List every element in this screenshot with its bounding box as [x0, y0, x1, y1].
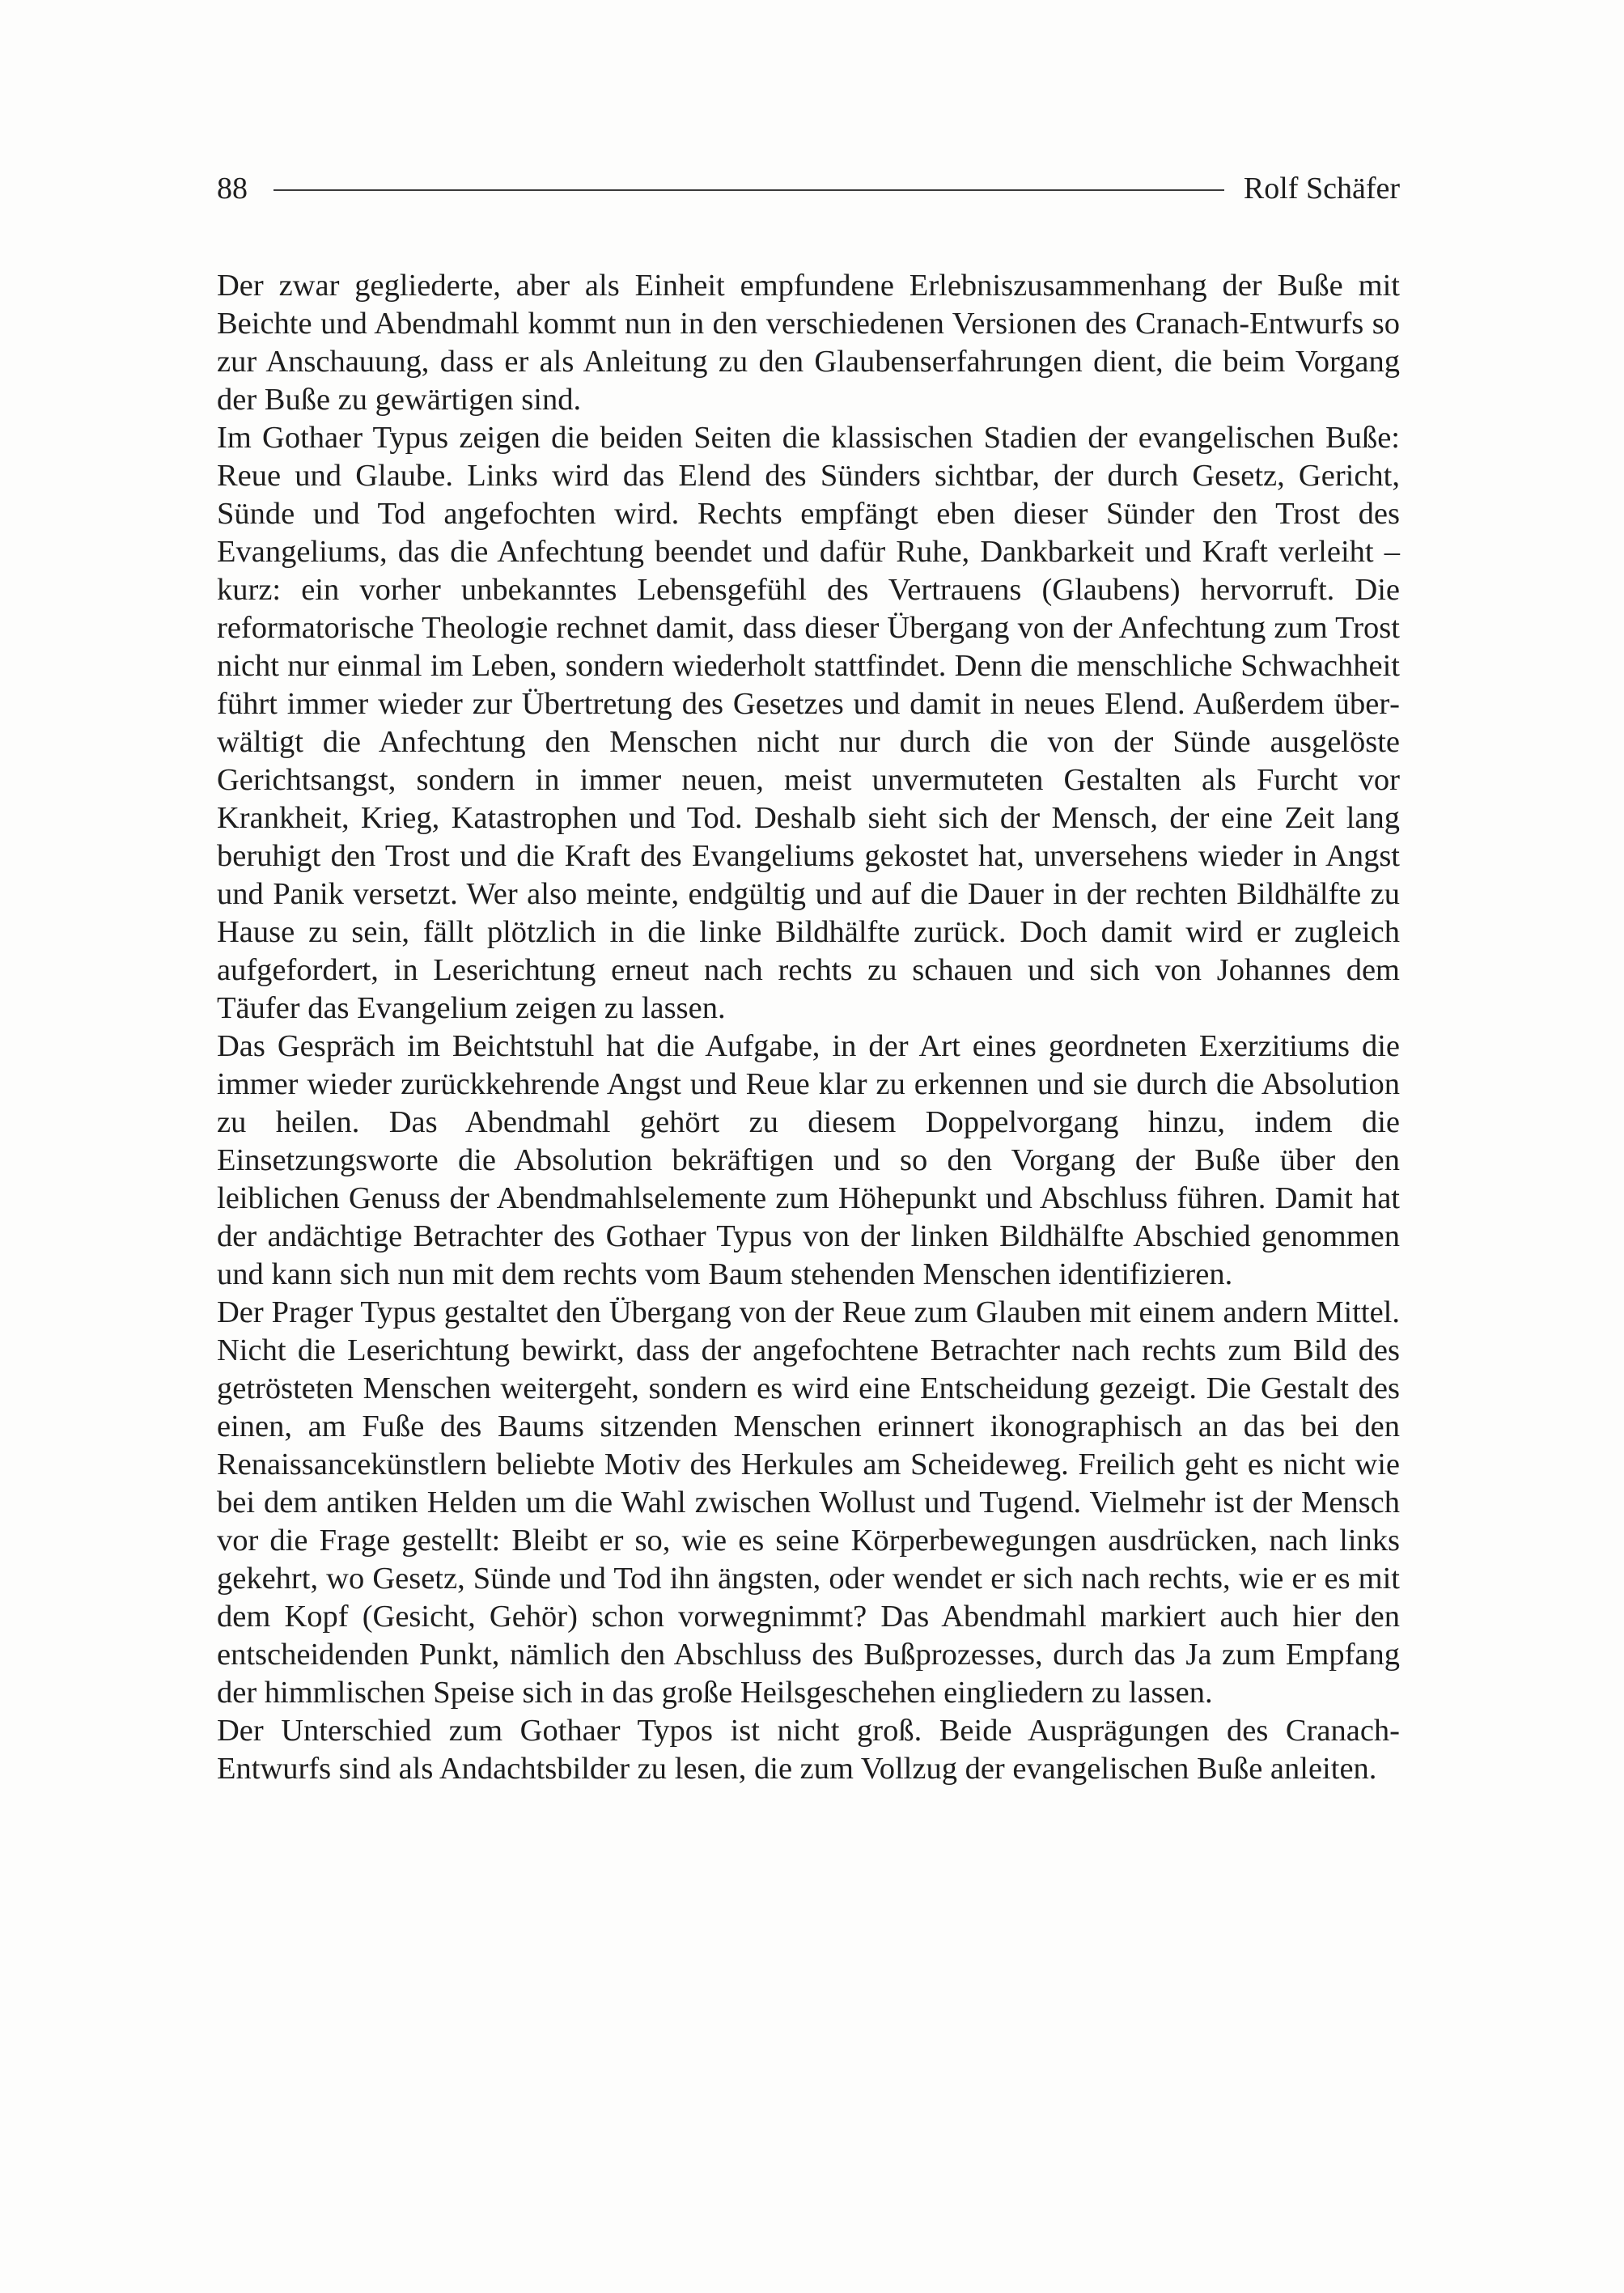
page-number: 88 [217, 172, 248, 206]
paragraph: Der Prager Typus gestaltet den Übergang von der Reue zum Glauben mit einem andern Mittel. Nicht die Leserichtung bewirkt, dass der angefochtene Betrachter nach rechts zum Bild des getrösteten Menschen weitergeht, sondern es wird eine Entscheidung gezeigt. Die Gestalt des einen, am Fuße des Baums sitzenden Menschen erinnert ikonographisch an das bei den Renaissancekünstlern beliebte Motiv des Herkules am Scheideweg. Freilich geht es nicht wie bei dem antiken Helden um die Wahl zwischen Wollust und Tugend. Vielmehr ist der Mensch vor die Frage gestellt: Bleibt er so, wie es seine Körperbewegungen ausdrücken, nach links gekehrt, wo Gesetz, Sünde und Tod ihn ängsten, oder wendet er sich nach rechts, wie er es mit dem Kopf (Gesicht, Gehör) schon vorwegnimmt? Das Abendmahl markiert auch hier den entscheidenden Punkt, nämlich den Abschluss des Bußprozesses, durch das Ja zum Empfang der himmlischen Speise sich in das große Heilsgeschehen eingliedern zu lassen. [217, 1295, 1400, 1710]
body-text [217, 267, 1400, 1788]
header-rule [273, 189, 1224, 191]
paragraph: Im Gothaer Typus zeigen die beiden Seiten die klassischen Stadien der evangelischen Buße: Reue und Glaube. Links wird das Elend des Sünders sichtbar, der durch Gesetz, Gericht, Sünde und Tod angefochten wird. Rechts empfängt eben dieser Sünder den Trost des Evangeliums, das die Anfechtung beendet und dafür Ruhe, Dankbarkeit und Kraft verleiht – kurz: ein vorher unbekanntes Lebensgefühl des Vertrauens (Glaubens) hervorruft. Die reformatorische Theologie rechnet damit, dass dieser Übergang von der Anfechtung zum Trost nicht nur einmal im Leben, sondern wiederholt stattfindet. Denn die menschliche Schwachheit führt immer wieder zur Übertretung des Gesetzes und damit in neues Elend. Außerdem überwältigt die Anfechtung den Menschen nicht nur durch die von der Sünde ausgelöste Gerichtsangst, sondern in immer neuen, meist unvermuteten Gestalten als Furcht vor Krankheit, Krieg, Katastrophen und Tod. Deshalb sieht sich der Mensch, der eine Zeit lang beruhigt den Trost und die Kraft des Evangeliums gekostet hat, unversehens wieder in Angst und Panik versetzt. Wer also meinte, endgültig und auf die Dauer in der rechten Bildhälfte zu Hause zu sein, fällt plötzlich in die linke Bildhälfte zurück. Doch damit wird er zugleich aufgefordert, in Leserichtung erneut nach rechts zu schauen und sich von Johannes dem Täufer das Evangelium zeigen zu lassen. [217, 421, 1400, 1025]
running-head-author: Rolf Schäfer [1243, 172, 1400, 206]
page-header [217, 168, 1400, 209]
paragraph: Das Gespräch im Beichtstuhl hat die Aufgabe, in der Art eines geordneten Exerzitiums die immer wieder zurückkehrende Angst und Reue klar zu erkennen und sie durch die Absolution zu heilen. Das Abendmahl gehört zu diesem Doppelvorgang hinzu, indem die Einsetzungsworte die Absolution bekräftigen und so den Vorgang der Buße über den leiblichen Genuss der Abendmahlselemente zum Höhepunkt und Abschluss führen. Damit hat der andächtige Betrachter des Gothaer Typus von der linken Bildhälfte Abschied genommen und kann sich nun mit dem rechts vom Baum stehenden Menschen identifizieren. [217, 1029, 1400, 1291]
paragraph: Der Unterschied zum Gothaer Typos ist nicht groß. Beide Ausprägungen des Cranach-Entwurfs sind als Andachtsbilder zu lesen, die zum Vollzug der evangelischen Buße anleiten. [217, 1714, 1400, 1786]
paragraph: Der zwar gegliederte, aber als Einheit empfundene Erlebniszusammenhang der Buße mit Beichte und Abendmahl kommt nun in den verschiedenen Versionen des Cranach-Entwurfs so zur Anschauung, dass er als Anleitung zu den Glaubenserfahrungen dient, die beim Vorgang der Buße zu gewärtigen sind. [217, 269, 1400, 417]
